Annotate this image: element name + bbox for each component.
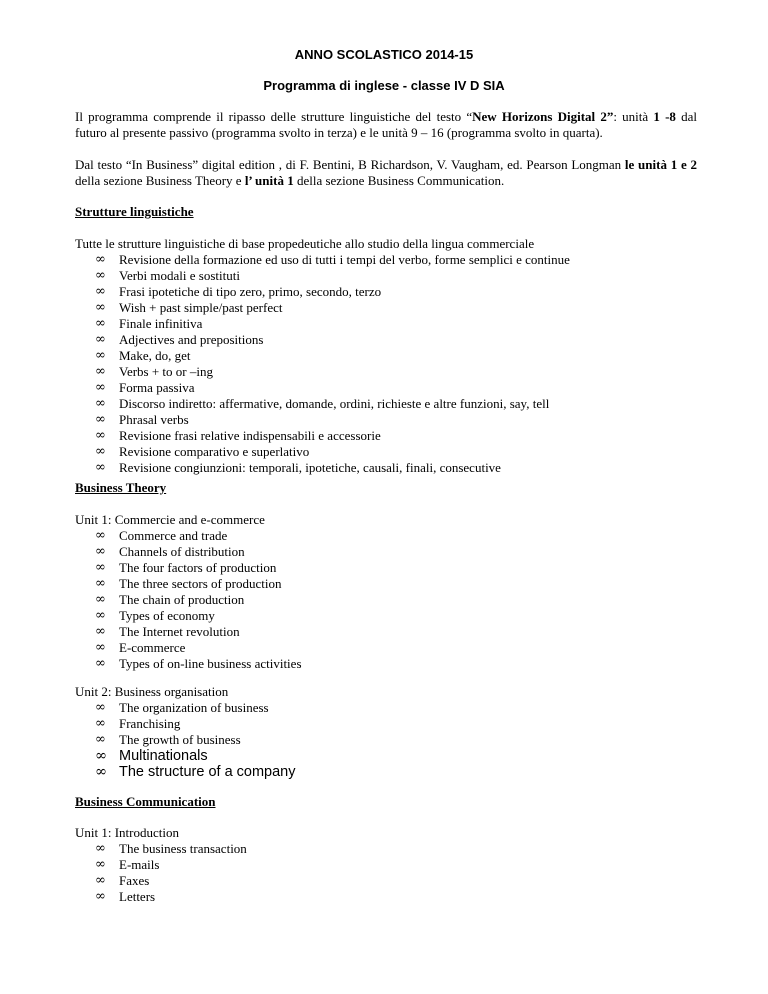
- infinity-bullet-icon: ∞: [95, 412, 106, 427]
- theory-unit-2: [75, 684, 715, 780]
- intro-paragraph-2: [75, 157, 697, 189]
- list-item: [75, 841, 715, 857]
- list-item: [75, 889, 715, 905]
- list-item: [75, 873, 715, 889]
- infinity-bullet-icon: ∞: [95, 316, 106, 331]
- infinity-bullet-icon: ∞: [95, 460, 106, 475]
- list-item-text: E-commerce: [119, 640, 186, 655]
- list-item: [75, 300, 715, 316]
- infinity-bullet-icon: ∞: [95, 700, 106, 715]
- communication-unit-1: [75, 825, 715, 905]
- list-item: [75, 857, 715, 873]
- theory-units: le unità 1 e 2: [624, 157, 698, 172]
- list-item: [75, 716, 715, 732]
- list-item-text: Multinationals: [119, 748, 208, 764]
- infinity-bullet-icon: ∞: [95, 841, 106, 856]
- list-item: [75, 608, 715, 624]
- list-item-text: Adjectives and prepositions: [119, 332, 264, 347]
- list-item-text: The four factors of production: [119, 560, 277, 575]
- intro-text: Dal testo “In Business” digital edition , di F. Bentini, B Richardson, V. Vaugham, ed. Pearson Longman: [75, 157, 625, 172]
- infinity-bullet-icon: ∞: [95, 364, 106, 379]
- list-item-text: Revisione comparativo e superlativo: [119, 444, 310, 459]
- list-item: [75, 764, 715, 780]
- infinity-bullet-icon: ∞: [95, 889, 106, 904]
- list-item-text: The chain of production: [119, 592, 245, 607]
- list-item: [75, 268, 715, 284]
- list-item-text: Types of on-line business activities: [119, 656, 302, 671]
- list-item: [75, 460, 715, 476]
- infinity-bullet-icon: ∞: [95, 592, 106, 607]
- list-item: [75, 412, 715, 428]
- list-item: [75, 252, 715, 268]
- infinity-bullet-icon: ∞: [95, 332, 106, 347]
- list-item: [75, 364, 715, 380]
- list-item-text: Forma passiva: [119, 380, 195, 395]
- list-item: [75, 748, 715, 764]
- units-range: 1 -8: [653, 109, 676, 124]
- infinity-bullet-icon: ∞: [95, 576, 106, 591]
- infinity-bullet-icon: ∞: [95, 268, 106, 283]
- communication-unit-1-list: [75, 841, 715, 905]
- infinity-bullet-icon: ∞: [95, 764, 108, 780]
- list-item: [75, 576, 715, 592]
- list-item-text: The organization of business: [119, 700, 269, 715]
- list-item: [75, 700, 715, 716]
- infinity-bullet-icon: ∞: [95, 300, 106, 315]
- infinity-bullet-icon: ∞: [95, 656, 106, 671]
- intro-paragraph-1: [75, 109, 697, 141]
- list-item-text: Channels of distribution: [119, 544, 245, 559]
- list-item-text: Revisione congiunzioni: temporali, ipotetiche, causali, finali, consecutive: [119, 460, 501, 475]
- list-item: [75, 284, 715, 300]
- theory-unit-2-list: [75, 700, 715, 780]
- list-item: [75, 732, 715, 748]
- list-item-text: Revisione della formazione ed uso di tutti i tempi del verbo, forme semplici e continue: [119, 252, 570, 267]
- list-item: [75, 444, 715, 460]
- infinity-bullet-icon: ∞: [95, 748, 108, 764]
- list-item: [75, 332, 715, 348]
- list-item-text: Verbs + to or –ing: [119, 364, 213, 379]
- infinity-bullet-icon: ∞: [95, 732, 106, 747]
- infinity-bullet-icon: ∞: [95, 444, 106, 459]
- infinity-bullet-icon: ∞: [95, 624, 106, 639]
- list-item: [75, 624, 715, 640]
- strutture-section: [75, 236, 715, 476]
- communication-unit: l’ unità 1: [244, 173, 294, 188]
- list-item-text: Phrasal verbs: [119, 412, 189, 427]
- list-item-text: Discorso indiretto: affermative, domande, ordini, richieste e altre funzioni, say, tell: [119, 396, 550, 411]
- list-item: [75, 640, 715, 656]
- list-item-text: Frasi ipotetiche di tipo zero, primo, secondo, terzo: [119, 284, 382, 299]
- list-item-text: Letters: [119, 889, 156, 904]
- infinity-bullet-icon: ∞: [95, 560, 106, 575]
- strutture-lead: Tutte le strutture linguistiche di base propedeutiche allo studio della lingua commerciale: [75, 236, 535, 251]
- section-heading-business-communication: Business Communication: [75, 794, 216, 809]
- infinity-bullet-icon: ∞: [95, 380, 106, 395]
- list-item-text: Types of economy: [119, 608, 215, 623]
- list-item: [75, 396, 715, 412]
- list-item-text: The business transaction: [119, 841, 247, 856]
- book-title: New Horizons Digital 2”: [472, 109, 614, 124]
- infinity-bullet-icon: ∞: [95, 396, 106, 411]
- infinity-bullet-icon: ∞: [95, 608, 106, 623]
- infinity-bullet-icon: ∞: [95, 348, 106, 363]
- list-item-text: Franchising: [119, 716, 181, 731]
- strutture-list: [75, 252, 715, 476]
- list-item-text: Faxes: [119, 873, 150, 888]
- list-item-text: The three sectors of production: [119, 576, 282, 591]
- list-item: [75, 528, 715, 544]
- theory-unit-1-list: [75, 528, 715, 672]
- list-item: [75, 428, 715, 444]
- list-item-text: Revisione frasi relative indispensabili e accessorie: [119, 428, 381, 443]
- theory-unit-2-title: Unit 2: Business organisation: [75, 684, 229, 699]
- list-item-text: The structure of a company: [119, 764, 296, 780]
- infinity-bullet-icon: ∞: [95, 544, 106, 559]
- section-heading-business-theory: Business Theory: [75, 480, 167, 495]
- intro-text: Il programma comprende il ripasso delle strutture linguistiche del testo “: [75, 109, 473, 124]
- list-item-text: Finale infinitiva: [119, 316, 203, 331]
- list-item: [75, 592, 715, 608]
- list-item: [75, 380, 715, 396]
- infinity-bullet-icon: ∞: [95, 284, 106, 299]
- intro-text: della sezione Business Theory e: [75, 173, 245, 188]
- infinity-bullet-icon: ∞: [95, 640, 106, 655]
- list-item-text: Make, do, get: [119, 348, 191, 363]
- list-item: [75, 656, 715, 672]
- list-item: [75, 560, 715, 576]
- list-item-text: Verbi modali e sostituti: [119, 268, 240, 283]
- list-item: [75, 348, 715, 364]
- list-item-text: The growth of business: [119, 732, 241, 747]
- infinity-bullet-icon: ∞: [95, 252, 106, 267]
- infinity-bullet-icon: ∞: [95, 857, 106, 872]
- list-item-text: The Internet revolution: [119, 624, 240, 639]
- infinity-bullet-icon: ∞: [95, 716, 106, 731]
- program-subtitle: Programma di inglese - classe IV D SIA: [263, 78, 505, 93]
- theory-unit-1: [75, 512, 715, 672]
- school-year-title: ANNO SCOLASTICO 2014-15: [294, 47, 474, 62]
- list-item-text: Commerce and trade: [119, 528, 228, 543]
- communication-unit-1-title: Unit 1: Introduction: [75, 825, 179, 840]
- intro-text: : unità: [613, 109, 654, 124]
- intro-text: dal futuro al presente passivo (programma svolto in terza) e le unità 9 – 16 (programma svolto in quarta).: [75, 109, 697, 140]
- theory-unit-1-title: Unit 1: Commercie and e-commerce: [75, 512, 265, 527]
- list-item-text: Wish + past simple/past perfect: [119, 300, 283, 315]
- section-heading-strutture: Strutture linguistiche: [75, 204, 194, 219]
- infinity-bullet-icon: ∞: [95, 428, 106, 443]
- infinity-bullet-icon: ∞: [95, 873, 106, 888]
- list-item: [75, 316, 715, 332]
- infinity-bullet-icon: ∞: [95, 528, 106, 543]
- intro-text: della sezione Business Communication.: [293, 173, 505, 188]
- list-item: [75, 544, 715, 560]
- list-item-text: E-mails: [119, 857, 160, 872]
